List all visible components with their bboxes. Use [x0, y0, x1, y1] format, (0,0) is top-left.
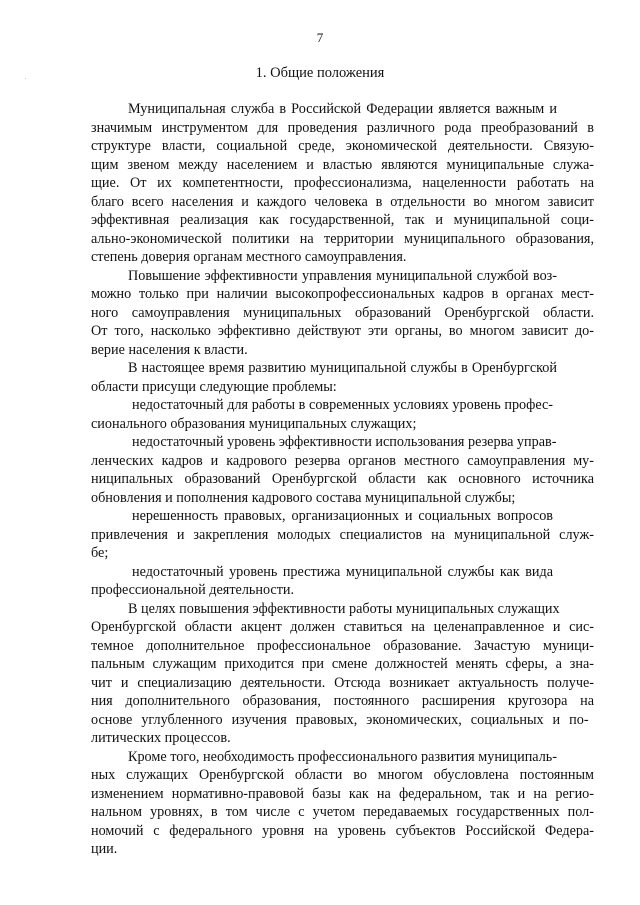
text-line: номочий с федерального уровня на уровень субъектов Российской Федера- — [91, 822, 594, 839]
text-line: ально-экономической политики на территории муниципального образования, — [91, 230, 594, 247]
paragraph — [91, 267, 594, 360]
text-line: Кроме того, необходимость профессионального развития муниципаль- — [128, 748, 557, 765]
text-line: ных служащих Оренбургской области во многом обусловлена постоянным — [91, 767, 594, 783]
text-line: ленческих кадров и кадрового резерва органов местного самоуправления му- — [91, 452, 594, 469]
text-line: чит и специализацию деятельности. Отсюда возникает актуальность получе- — [91, 674, 594, 691]
text-line: пальным служащим приходится при смене должностей менять сферы, а зна- — [91, 656, 594, 672]
text-line: нальном уровнях, в том числе с учетом передаваемых государственных пол- — [91, 804, 594, 820]
text-line: ния дополнительного образования, постоянного расширения кругозора на — [91, 693, 594, 709]
paragraph — [91, 100, 594, 267]
text-line: темное дополнительное профессиональное образование. Зачастую муници- — [91, 637, 594, 654]
paragraph — [91, 600, 594, 748]
list-item-paragraph — [91, 396, 594, 433]
page-number: 7 — [316, 30, 324, 45]
text-line: Муниципальная служба в Российской Федерации является важным и — [128, 101, 557, 117]
text-line: верие населения к власти. — [91, 341, 248, 358]
text-line: основе углубленного изучения правовых, экономических, социальных и по- — [91, 711, 589, 728]
text-line: щим звеном между населением и властью являются муниципальные служа- — [91, 156, 594, 173]
text-line: литических процессов. — [91, 730, 231, 746]
text-line: ниципальных образований Оренбургской области как основного источника — [91, 471, 594, 487]
text-line: сионального образования муниципальных служащих; — [91, 415, 417, 432]
text-line: Повышение эффективности управления муниципальной службой воз- — [128, 267, 557, 284]
paragraph — [91, 359, 594, 396]
text-line: профессиональной деятельности. — [91, 582, 295, 598]
text-line: Оренбургской области акцент должен ставиться на целенаправленное и сис- — [91, 619, 594, 635]
text-line: ного самоуправления муниципальных образований Оренбургской области. — [91, 304, 594, 321]
text-line: недостаточный для работы в современных условиях уровень профес- — [132, 397, 553, 413]
text-line: эффективная реализация как государственной, так и муниципальной соци- — [91, 212, 594, 228]
text-line: можно только при наличии высокопрофессиональных кадров в органах мест- — [91, 286, 594, 302]
text-line: недостаточный уровень престижа муниципальной службы как вида — [132, 563, 553, 580]
text-line: щие. От их компетентности, профессионализма, нацеленности работать на — [91, 175, 594, 191]
text-line: значимым инструментом для проведения различного рода преобразований в — [91, 119, 594, 136]
text-line: бе; — [91, 545, 109, 561]
list-item-paragraph — [91, 563, 594, 600]
text-line: недостаточный уровень эффективности использования резерва управ- — [132, 434, 557, 450]
text-line: структуре власти, социальной среде, экономической деятельности. Связую- — [91, 138, 594, 154]
list-item-paragraph — [91, 433, 594, 507]
text-line: В целях повышения эффективности работы муниципальных служащих — [128, 600, 560, 617]
text-line: От того, насколько эффективно действуют эти органы, во многом зависит до- — [91, 323, 594, 339]
section-heading: 1. Общие положения — [255, 65, 385, 81]
list-item-paragraph — [91, 507, 594, 563]
text-line: привлечения и закрепления молодых специалистов на муниципальной служ- — [91, 526, 594, 543]
text-line: нерешенность правовых, организационных и социальных вопросов — [132, 508, 553, 524]
text-line: степень доверия органам местного самоуправления. — [91, 249, 407, 265]
text-line: благо всего населения и каждого человека в отдельности во многом зависит — [91, 193, 594, 210]
text-line: ции. — [91, 841, 118, 857]
paragraph — [91, 748, 594, 859]
text-line: В настоящее время развитию муниципальной службы в Оренбургской — [128, 360, 557, 376]
text-line: изменением нормативно-правовой базы как на федеральном, так и на регио- — [91, 785, 594, 802]
text-line: обновления и пополнения кадрового состава муниципальной службы; — [91, 489, 516, 506]
text-line: области присущи следующие проблемы: — [91, 378, 337, 395]
body-text — [91, 100, 594, 859]
